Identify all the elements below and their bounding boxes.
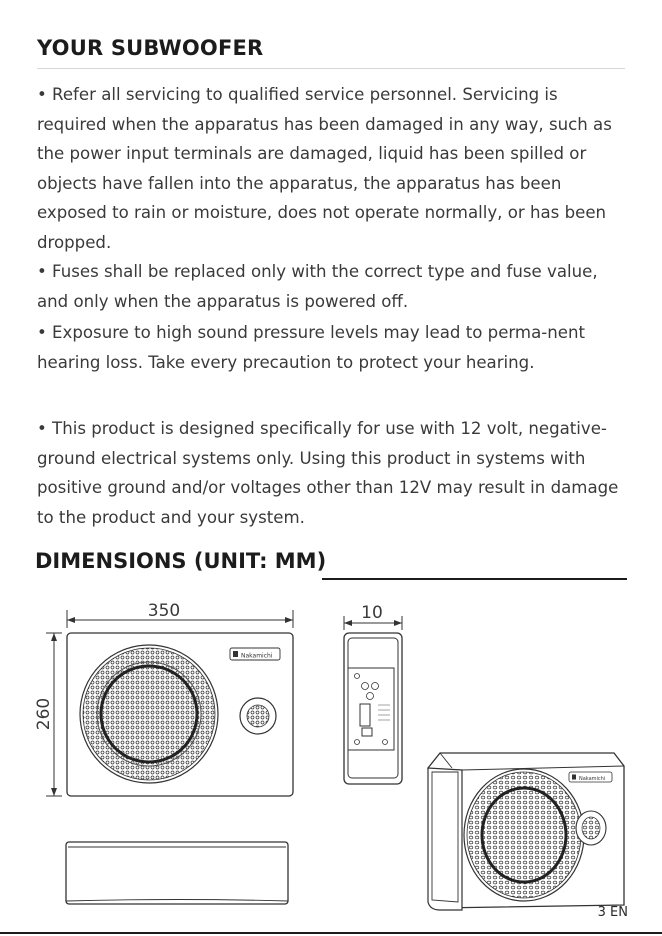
fuse-holder xyxy=(362,728,372,736)
dimensions-underline xyxy=(322,578,627,580)
height-dimension xyxy=(34,633,62,796)
perspective-brand-logo-text: Nakamichi xyxy=(579,776,606,782)
bottom-enclosure xyxy=(66,842,288,904)
bullet-fuses: • Fuses shall be replaced only with the correct type and fuse value, and only when the apparatus is powered off. xyxy=(37,262,598,311)
section-title-your-subwoofer: YOUR SUBWOOFER xyxy=(37,36,264,60)
width-dimension xyxy=(67,601,293,628)
perspective-view xyxy=(428,753,624,910)
front-view xyxy=(34,601,293,796)
width-label: 350 xyxy=(147,601,181,621)
depth-label: 10 xyxy=(361,603,383,623)
bullet-hearing: • Exposure to high sound pressure levels may lead to perma-nent hearing loss. Take every precaution to protect your hearing. xyxy=(37,323,586,372)
height-label: 260 xyxy=(34,697,54,731)
bullet-servicing: • Refer all servicing to qualified service personnel. Servicing is required when the apparatus has been damaged in any way, such as the power input terminals are damaged, liquid has been spilled or objects have fallen into the apparatus, the apparatus has been exposed to rain or moisture, does not operate normally, or has been dropped. xyxy=(37,85,612,252)
page-number: 3 EN xyxy=(597,905,628,920)
dimension-drawings xyxy=(0,590,662,920)
power-connector xyxy=(360,704,370,726)
brand-logo-text: Nakamichi xyxy=(241,652,273,660)
title-underline xyxy=(37,68,625,69)
control-panel xyxy=(348,668,394,750)
bullet-12-volt: • This product is designed specifically for use with 12 volt, negative- ground electrical systems only. Using this product in systems with positive ground and/or voltages other than 12V may result in damage to the product and your system. xyxy=(37,419,619,527)
footer-rule xyxy=(0,932,662,934)
depth-dimension xyxy=(344,603,402,630)
side-view xyxy=(344,603,402,784)
bottom-view xyxy=(66,842,288,904)
section-title-dimensions: DIMENSIONS (UNIT: MM) xyxy=(35,549,327,573)
